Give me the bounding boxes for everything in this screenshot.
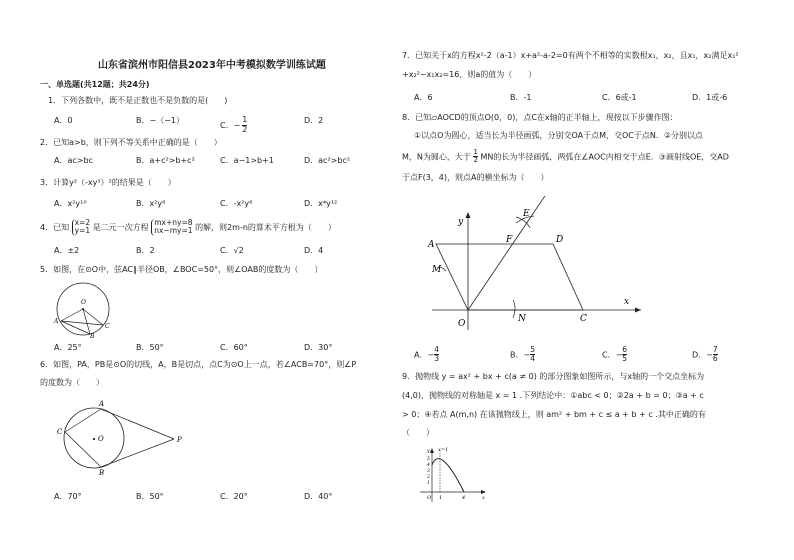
question-2: 2．已知a>b，则下列不等关系中正确的是（ ） [40,138,222,147]
tick-3: 3 [427,469,430,474]
label-a: A [99,400,105,408]
question-7-line-1: 7．已知关于x的方程x²-2（a-1）x+a²-a-2=0有两个不相等的实数根x₁，x₂，且x₁，x₂满足x₁² [402,51,739,60]
option-d[interactable]: D．x⁴y¹² [304,199,338,208]
option-d[interactable]: D．4 [304,246,324,255]
label-a: A [428,240,435,250]
option-a[interactable]: A．±2 [54,246,80,255]
fraction: $\frac{6}{5}$ [622,345,628,364]
option-c[interactable]: C．-x²y⁸ [220,199,253,208]
option-b[interactable]: B．− $\frac{5}{4}$ [510,345,535,364]
option-b[interactable]: B．−（−1） [136,116,184,125]
fraction: $\frac{1}{2}$ [242,115,248,134]
label-d: D [556,235,564,245]
figure-8-parallelogram [426,196,648,334]
option-c[interactable]: C．6或-1 [602,93,637,102]
label-x: x [624,297,630,307]
question-9-line-3: > 0；④若点 A(m,n) 在该抛物线上，则 am² + bm + c ≤ a + b + c .其中正确的有 [402,410,706,419]
label-y: y [427,448,430,454]
equation-system: mx+ny=8 nx−my=1 [151,219,192,236]
figure-5-circle [50,278,116,338]
label-o: O [98,435,104,443]
option-c[interactable]: C．− $\frac{6}{5}$ [602,345,628,364]
label-b: B [99,469,105,476]
label-y: y [458,217,464,227]
option-a[interactable]: A．− $\frac{4}{3}$ [414,345,439,364]
option-d[interactable]: D．ac²>bc² [304,156,351,165]
fraction-half: $\frac{1}{2}$ [473,148,478,165]
option-a[interactable]: A．ac>bc [54,156,93,165]
label-c: C [580,314,587,324]
label-a: A [54,318,59,325]
option-c[interactable]: C．a−1>b+1 [220,156,274,165]
label-o: O [427,495,432,501]
question-5: 5．如图，在⊙O中，弦AC∥半径OB，∠BOC=50°，则∠OAB的度数为（ ） [40,265,323,274]
question-8-line-2: ①以点O为圆心，适当长为半径画弧，分别交OA于点M，交OC于点N．②分别以点 [414,131,704,140]
exam-title: 山东省滨州市阳信县2023年中考模拟数学训练试题 [98,60,326,71]
question-9-line-1: 9．抛物线 y = ax² + bx + c(a ≠ 0) 的部分图象如图所示，与x轴的一个交点坐标为 [402,372,705,381]
section-heading: 一、单选题(共12题；共24分) [40,80,150,89]
option-c[interactable]: C．√2 [220,246,244,255]
tick-5: 5 [427,457,430,462]
option-c[interactable]: C．− $\frac{1}{2}$ [220,115,248,134]
tick-x-4: 4 [462,495,466,501]
tick-1: 1 [427,481,430,486]
label-x: x [482,495,485,501]
label-n: N [518,314,526,324]
question-6-line-1: 6．如图，PA，PB是⊙O的切线，A，B是切点，点C为⊙O上一点，若∠ACB=70°，则∠P [40,360,357,369]
option-d[interactable]: D．− $\frac{7}{6}$ [692,345,718,364]
tick-x-1: 1 [439,495,443,501]
label-m: M [432,265,442,275]
option-c[interactable]: C．20° [220,492,248,501]
option-b[interactable]: B．50° [136,492,164,501]
fraction: $\frac{5}{4}$ [530,345,535,364]
option-a[interactable]: A．0 [54,116,73,125]
option-b[interactable]: B．-1 [510,93,532,102]
label-c: C [105,323,110,330]
figure-9-parabola [418,444,490,504]
fraction: $\frac{4}{3}$ [434,345,439,364]
question-6-line-2: 的度数为（ ） [40,378,104,387]
option-d[interactable]: D．2 [304,116,324,125]
option-c[interactable]: C．60° [220,343,248,352]
question-3: 3．计算y²（-xy³）²的结果是（ ） [40,178,176,187]
label-e: E [523,209,530,219]
option-b[interactable]: B．x²y⁸ [136,199,166,208]
question-1: 1．下列各数中，既不是正数也不是负数的是( ) [48,96,228,105]
label-o: O [81,299,86,306]
label-f: F [506,235,513,245]
question-9-line-2: (4,0)，抛物线的对称轴是 x = 1 .下列结论中：①abc < 0；②2a + b = 0；③a + c [402,391,704,400]
question-9-line-4: （ ） [402,428,434,437]
option-a[interactable]: A．6 [414,93,433,102]
label-axis: x=1 [438,447,449,453]
option-a[interactable]: A．x²y¹⁰ [54,199,87,208]
question-8-line-1: 8．已知▱AOCD的顶点O(0，0)，点C在x轴的正半轴上，现按以下步骤作图： [402,113,678,122]
option-d[interactable]: D．40° [304,492,333,501]
equation-system-solution: x=2 y=1 [72,219,91,236]
option-a[interactable]: A．25° [54,343,82,352]
label-o: O [458,319,466,329]
figure-6-tangent [56,400,196,476]
label-c: C [57,428,63,436]
option-a[interactable]: A．70° [54,492,82,501]
tick-2: 2 [427,475,430,480]
tick-4: 4 [427,463,430,468]
option-b[interactable]: B．50° [136,343,164,352]
option-b[interactable]: B．a+c²>b+c² [136,156,195,165]
label-p: P [177,436,182,444]
option-b[interactable]: B．2 [136,246,155,255]
question-4: 4．已知 x=2 y=1 是二元一次方程 mx+ny=8 nx−my=1 的解，则2m-n的算术平方根为（ ） [40,218,336,236]
question-7-line-2: +x₂²−x₁x₂=16，则a的值为（ ） [402,70,537,79]
label-b: B [90,333,95,338]
question-8-line-4: 于点F(3，4)，则点A的横坐标为（ ） [402,173,549,182]
question-8-line-3: M，N为圆心，大于 $\frac{1}{2}$ MN的长为半径画弧，两弧在∠AOC内相交于点E．③画射线OE，交AD [402,148,729,165]
fraction: $\frac{7}{6}$ [712,345,718,364]
option-d[interactable]: D．30° [304,343,333,352]
option-d[interactable]: D．1或-6 [692,93,728,102]
